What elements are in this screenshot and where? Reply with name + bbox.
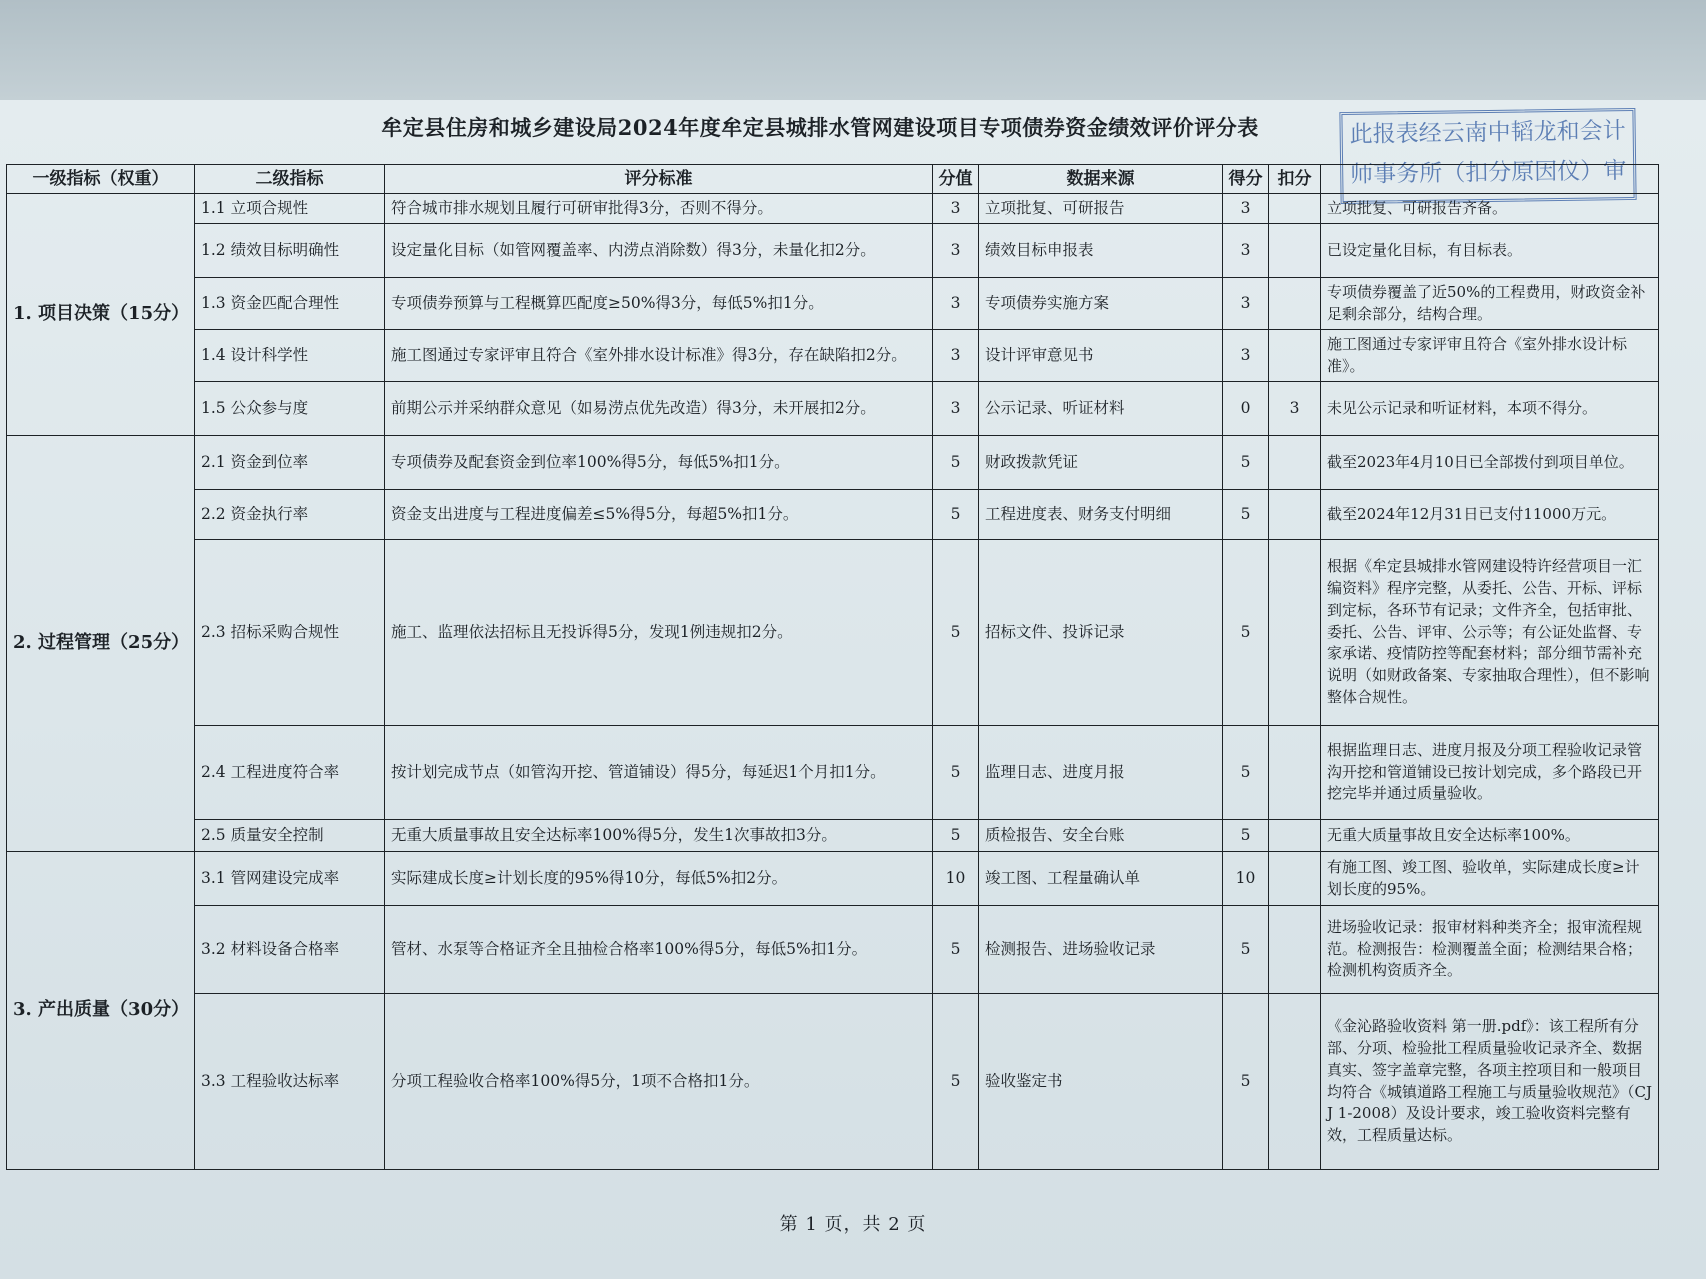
deduction-cell [1269, 490, 1321, 540]
points-cell: 5 [933, 490, 979, 540]
criteria-cell: 施工图通过专家评审且符合《室外排水设计标准》得3分，存在缺陷扣2分。 [385, 330, 933, 382]
points-cell: 3 [933, 382, 979, 436]
indicator-cell: 3.2 材料设备合格率 [195, 906, 385, 994]
reason-cell: 专项债券覆盖了近50%的工程费用，财政资金补足剩余部分，结构合理。 [1321, 278, 1659, 330]
reason-cell: 截至2023年4月10日已全部拨付到项目单位。 [1321, 436, 1659, 490]
indicator-cell: 1.1 立项合规性 [195, 194, 385, 224]
criteria-cell: 管材、水泵等合格证齐全且抽检合格率100%得5分，每低5%扣1分。 [385, 906, 933, 994]
header-level1: 一级指标（权重） [7, 165, 195, 194]
source-cell: 竣工图、工程量确认单 [979, 852, 1223, 906]
criteria-cell: 实际建成长度≥计划长度的95%得10分，每低5%扣2分。 [385, 852, 933, 906]
indicator-cell: 2.3 招标采购合规性 [195, 540, 385, 726]
score-cell: 3 [1223, 224, 1269, 278]
score-cell: 10 [1223, 852, 1269, 906]
table-row [7, 436, 1659, 490]
deduction-cell [1269, 852, 1321, 906]
score-cell: 3 [1223, 330, 1269, 382]
score-cell: 5 [1223, 906, 1269, 994]
source-cell: 检测报告、进场验收记录 [979, 906, 1223, 994]
source-cell: 质检报告、安全台账 [979, 820, 1223, 852]
table-row [7, 906, 1659, 994]
header-level2: 二级指标 [195, 165, 385, 194]
score-cell: 5 [1223, 820, 1269, 852]
reason-cell: 无重大质量事故且安全达标率100%。 [1321, 820, 1659, 852]
table-row [7, 194, 1659, 224]
points-cell: 5 [933, 540, 979, 726]
indicator-cell: 2.1 资金到位率 [195, 436, 385, 490]
indicator-cell: 1.4 设计科学性 [195, 330, 385, 382]
header-points: 分值 [933, 165, 979, 194]
criteria-cell: 资金支出进度与工程进度偏差≤5%得5分，每超5%扣1分。 [385, 490, 933, 540]
table-row [7, 224, 1659, 278]
points-cell: 3 [933, 194, 979, 224]
source-cell: 财政拨款凭证 [979, 436, 1223, 490]
deduction-cell: 3 [1269, 382, 1321, 436]
indicator-cell: 3.1 管网建设完成率 [195, 852, 385, 906]
score-cell: 0 [1223, 382, 1269, 436]
table-row [7, 726, 1659, 820]
points-cell: 5 [933, 994, 979, 1170]
score-cell: 5 [1223, 540, 1269, 726]
source-cell: 设计评审意见书 [979, 330, 1223, 382]
criteria-cell: 专项债券及配套资金到位率100%得5分，每低5%扣1分。 [385, 436, 933, 490]
criteria-cell: 按计划完成节点（如管沟开挖、管道铺设）得5分，每延迟1个月扣1分。 [385, 726, 933, 820]
source-cell: 工程进度表、财务支付明细 [979, 490, 1223, 540]
source-cell: 绩效目标申报表 [979, 224, 1223, 278]
group-label: 3. 产出质量（30分） [7, 852, 195, 1170]
table-row [7, 540, 1659, 726]
reason-cell: 《金沁路验收资料 第一册.pdf》：该工程所有分部、分项、检验批工程质量验收记录齐全、数据真实、签字盖章完整，各项主控项目和一般项目均符合《城镇道路工程施工与质量验收规范》（CJJ 1-2008）及设计要求，竣工验收资料完整有效，工程质量达标。 [1321, 994, 1659, 1170]
points-cell: 5 [933, 906, 979, 994]
points-cell: 3 [933, 224, 979, 278]
points-cell: 10 [933, 852, 979, 906]
deduction-cell [1269, 224, 1321, 278]
reason-cell: 未见公示记录和听证材料，本项不得分。 [1321, 382, 1659, 436]
reason-cell: 进场验收记录：报审材料种类齐全；报审流程规范。检测报告：检测覆盖全面；检测结果合格；检测机构资质齐全。 [1321, 906, 1659, 994]
indicator-cell: 1.3 资金匹配合理性 [195, 278, 385, 330]
deduction-cell [1269, 278, 1321, 330]
points-cell: 5 [933, 726, 979, 820]
deduction-cell [1269, 820, 1321, 852]
indicator-cell: 2.4 工程进度符合率 [195, 726, 385, 820]
stamp-line-1: 此报表经云南中韬龙和会计 [1349, 118, 1626, 148]
table-row [7, 820, 1659, 852]
source-cell: 招标文件、投诉记录 [979, 540, 1223, 726]
points-cell: 5 [933, 820, 979, 852]
reason-cell: 截至2024年12月31日已支付11000万元。 [1321, 490, 1659, 540]
points-cell: 3 [933, 330, 979, 382]
deduction-cell [1269, 726, 1321, 820]
source-cell: 验收鉴定书 [979, 994, 1223, 1170]
background-top [0, 0, 1706, 100]
deduction-cell [1269, 540, 1321, 726]
criteria-cell: 分项工程验收合格率100%得5分，1项不合格扣1分。 [385, 994, 933, 1170]
criteria-cell: 设定量化目标（如管网覆盖率、内涝点消除数）得3分，未量化扣2分。 [385, 224, 933, 278]
score-cell: 3 [1223, 278, 1269, 330]
page-number: 第 1 页，共 2 页 [779, 1214, 927, 1235]
table-row [7, 278, 1659, 330]
table-row [7, 490, 1659, 540]
source-cell: 公示记录、听证材料 [979, 382, 1223, 436]
points-cell: 5 [933, 436, 979, 490]
indicator-cell: 1.5 公众参与度 [195, 382, 385, 436]
document-title: 牟定县住房和城乡建设局2024年度牟定县城排水管网建设项目专项债券资金绩效评价评分表 [381, 115, 1259, 140]
stamp-line-2: 师事务所（扣分原因仪）审计 [1350, 158, 1627, 188]
reason-cell: 已设定量化目标，有目标表。 [1321, 224, 1659, 278]
table-row [7, 994, 1659, 1170]
indicator-cell: 3.3 工程验收达标率 [195, 994, 385, 1170]
score-table [6, 164, 1659, 1170]
score-cell: 5 [1223, 436, 1269, 490]
reason-cell: 根据《牟定县城排水管网建设特许经营项目一汇编资料》程序完整，从委托、公告、开标、评标到定标，各环节有记录；文件齐全，包括审批、委托、公告、评审、公示等；有公证处监督、专家承诺、疫情防控等配套材料；部分细节需补充说明（如财政备案、专家抽取合理性），但不影响整体合规性。 [1321, 540, 1659, 726]
criteria-cell: 前期公示并采纳群众意见（如易涝点优先改造）得3分，未开展扣2分。 [385, 382, 933, 436]
header-deduction: 扣分 [1269, 165, 1321, 194]
reason-cell: 有施工图、竣工图、验收单，实际建成长度≥计划长度的95%。 [1321, 852, 1659, 906]
header-reason [1321, 165, 1659, 194]
header-source: 数据来源 [979, 165, 1223, 194]
group-label: 1. 项目决策（15分） [7, 194, 195, 436]
source-cell: 立项批复、可研报告 [979, 194, 1223, 224]
indicator-cell: 1.2 绩效目标明确性 [195, 224, 385, 278]
table-row [7, 330, 1659, 382]
reason-cell: 根据监理日志、进度月报及分项工程验收记录管沟开挖和管道铺设已按计划完成，多个路段已开挖完毕并通过质量验收。 [1321, 726, 1659, 820]
table-row [7, 852, 1659, 906]
criteria-cell: 无重大质量事故且安全达标率100%得5分，发生1次事故扣3分。 [385, 820, 933, 852]
reason-cell: 立项批复、可研报告齐备。 [1321, 194, 1659, 224]
source-cell: 专项债券实施方案 [979, 278, 1223, 330]
reason-cell: 施工图通过专家评审且符合《室外排水设计标准》。 [1321, 330, 1659, 382]
points-cell: 3 [933, 278, 979, 330]
criteria-cell: 符合城市排水规划且履行可研审批得3分，否则不得分。 [385, 194, 933, 224]
criteria-cell: 专项债券预算与工程概算匹配度≥50%得3分，每低5%扣1分。 [385, 278, 933, 330]
header-score: 得分 [1223, 165, 1269, 194]
source-cell: 监理日志、进度月报 [979, 726, 1223, 820]
indicator-cell: 2.2 资金执行率 [195, 490, 385, 540]
score-cell: 3 [1223, 194, 1269, 224]
header-criteria: 评分标准 [385, 165, 933, 194]
header-row [7, 165, 1659, 194]
criteria-cell: 施工、监理依法招标且无投诉得5分，发现1例违规扣2分。 [385, 540, 933, 726]
deduction-cell [1269, 906, 1321, 994]
deduction-cell [1269, 194, 1321, 224]
score-cell: 5 [1223, 726, 1269, 820]
deduction-cell [1269, 436, 1321, 490]
indicator-cell: 2.5 质量安全控制 [195, 820, 385, 852]
score-cell: 5 [1223, 490, 1269, 540]
score-cell: 5 [1223, 994, 1269, 1170]
group-label: 2. 过程管理（25分） [7, 436, 195, 852]
deduction-cell [1269, 994, 1321, 1170]
table-row [7, 382, 1659, 436]
deduction-cell [1269, 330, 1321, 382]
